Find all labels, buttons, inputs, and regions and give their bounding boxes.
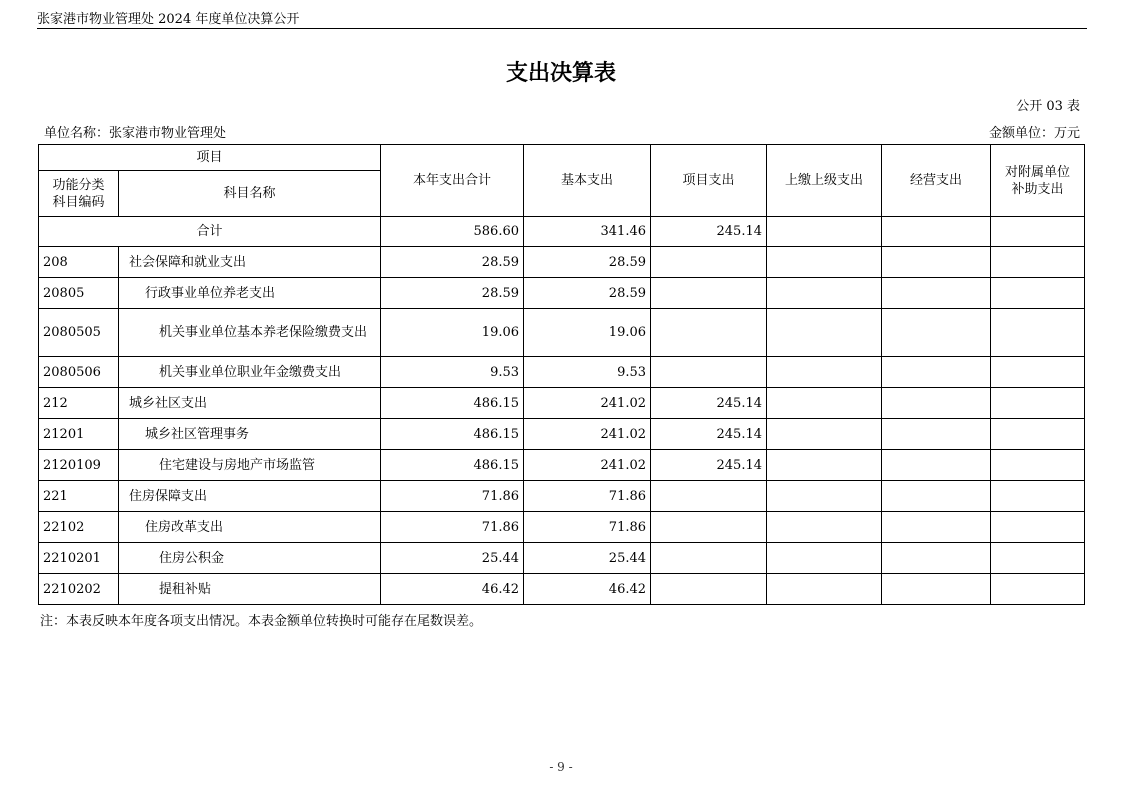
amount-business <box>882 247 991 278</box>
amount-upper <box>767 309 882 357</box>
amount-upper <box>767 357 882 388</box>
amount-project <box>651 278 767 309</box>
amount-business <box>882 574 991 605</box>
total-project: 245.14 <box>651 217 767 247</box>
table-row <box>39 419 1085 450</box>
subject-name: 机关事业单位基本养老保险缴费支出 <box>119 309 381 357</box>
header-project-expense: 项目支出 <box>651 145 767 217</box>
header-project: 项目 <box>39 145 381 171</box>
amount-upper <box>767 388 882 419</box>
table-row <box>39 357 1085 388</box>
header-code: 功能分类 科目编码 <box>39 171 119 217</box>
amount-subsidy <box>991 450 1085 481</box>
amount-project <box>651 481 767 512</box>
table-row <box>39 543 1085 574</box>
total-business <box>882 217 991 247</box>
amount-total: 9.53 <box>381 357 524 388</box>
unit-name: 单位名称：张家港市物业管理处 <box>44 126 227 141</box>
subject-code: 22102 <box>39 512 119 543</box>
subject-code: 2210202 <box>39 574 119 605</box>
amount-total: 486.15 <box>381 388 524 419</box>
page-title: 支出决算表 <box>505 61 616 86</box>
table-row <box>39 512 1085 543</box>
amount-subsidy <box>991 357 1085 388</box>
amount-business <box>882 450 991 481</box>
table-note: 注：本表反映本年度各项支出情况。本表金额单位转换时可能存在尾数误差。 <box>40 614 483 629</box>
total-row <box>39 217 1085 247</box>
amount-upper <box>767 512 882 543</box>
amount-business <box>882 388 991 419</box>
amount-subsidy <box>991 512 1085 543</box>
amount-total: 19.06 <box>381 309 524 357</box>
amount-total: 71.86 <box>381 512 524 543</box>
amount-project <box>651 574 767 605</box>
subject-code: 2210201 <box>39 543 119 574</box>
amount-upper <box>767 247 882 278</box>
amount-project <box>651 247 767 278</box>
amount-basic: 28.59 <box>524 247 651 278</box>
amount-business <box>882 481 991 512</box>
table-row <box>39 247 1085 278</box>
amount-total: 25.44 <box>381 543 524 574</box>
amount-basic: 71.86 <box>524 512 651 543</box>
amount-basic: 241.02 <box>524 388 651 419</box>
subject-code: 2080505 <box>39 309 119 357</box>
table-row <box>39 278 1085 309</box>
document-header: 张家港市物业管理处 2024 年度单位决算公开 <box>37 12 300 27</box>
header-row-1 <box>39 145 1085 171</box>
amount-basic: 241.02 <box>524 450 651 481</box>
amount-business <box>882 512 991 543</box>
amount-upper <box>767 450 882 481</box>
amount-subsidy <box>991 543 1085 574</box>
subject-code: 2120109 <box>39 450 119 481</box>
amount-business <box>882 278 991 309</box>
amount-upper <box>767 574 882 605</box>
amount-subsidy <box>991 278 1085 309</box>
subject-name: 住房改革支出 <box>119 512 381 543</box>
amount-basic: 9.53 <box>524 357 651 388</box>
amount-project <box>651 543 767 574</box>
table-row <box>39 574 1085 605</box>
amount-project <box>651 512 767 543</box>
header-basic: 基本支出 <box>524 145 651 217</box>
subject-name: 提租补贴 <box>119 574 381 605</box>
subject-name: 住房公积金 <box>119 543 381 574</box>
amount-subsidy <box>991 481 1085 512</box>
amount-project <box>651 309 767 357</box>
amount-subsidy <box>991 247 1085 278</box>
subject-name: 行政事业单位养老支出 <box>119 278 381 309</box>
amount-basic: 241.02 <box>524 419 651 450</box>
subject-code: 212 <box>39 388 119 419</box>
amount-total: 71.86 <box>381 481 524 512</box>
subject-code: 221 <box>39 481 119 512</box>
header-rule <box>37 28 1087 29</box>
subject-code: 21201 <box>39 419 119 450</box>
total-upper <box>767 217 882 247</box>
total-basic: 341.46 <box>524 217 651 247</box>
table-number: 公开 03 表 <box>1016 99 1080 114</box>
table-row <box>39 388 1085 419</box>
total-label: 合计 <box>39 217 381 247</box>
amount-subsidy <box>991 574 1085 605</box>
header-total: 本年支出合计 <box>381 145 524 217</box>
table-row <box>39 309 1085 357</box>
total-subsidy <box>991 217 1085 247</box>
amount-basic: 19.06 <box>524 309 651 357</box>
subject-name: 住宅建设与房地产市场监管 <box>119 450 381 481</box>
subject-name: 社会保障和就业支出 <box>119 247 381 278</box>
amount-basic: 28.59 <box>524 278 651 309</box>
amount-total: 28.59 <box>381 278 524 309</box>
amount-total: 486.15 <box>381 450 524 481</box>
subject-code: 2080506 <box>39 357 119 388</box>
amount-basic: 46.42 <box>524 574 651 605</box>
amount-business <box>882 357 991 388</box>
expenditure-table <box>38 144 1085 605</box>
amount-upper <box>767 481 882 512</box>
subject-name: 机关事业单位职业年金缴费支出 <box>119 357 381 388</box>
amount-business <box>882 419 991 450</box>
subject-name: 城乡社区支出 <box>119 388 381 419</box>
amount-project: 245.14 <box>651 419 767 450</box>
amount-total: 28.59 <box>381 247 524 278</box>
amount-project: 245.14 <box>651 450 767 481</box>
amount-total: 486.15 <box>381 419 524 450</box>
amount-basic: 71.86 <box>524 481 651 512</box>
subject-name: 城乡社区管理事务 <box>119 419 381 450</box>
amount-business <box>882 543 991 574</box>
amount-subsidy <box>991 419 1085 450</box>
header-subject: 科目名称 <box>119 171 381 217</box>
header-upper: 上缴上级支出 <box>767 145 882 217</box>
header-subsidy: 对附属单位 补助支出 <box>991 145 1085 217</box>
subject-code: 208 <box>39 247 119 278</box>
header-business: 经营支出 <box>882 145 991 217</box>
page-number: - 9 - <box>549 760 573 774</box>
amount-basic: 25.44 <box>524 543 651 574</box>
amount-project <box>651 357 767 388</box>
amount-upper <box>767 419 882 450</box>
amount-total: 46.42 <box>381 574 524 605</box>
table-row <box>39 450 1085 481</box>
amount-upper <box>767 543 882 574</box>
table-row <box>39 481 1085 512</box>
amount-business <box>882 309 991 357</box>
subject-name: 住房保障支出 <box>119 481 381 512</box>
subject-code: 20805 <box>39 278 119 309</box>
amount-unit: 金额单位：万元 <box>988 126 1080 141</box>
amount-project: 245.14 <box>651 388 767 419</box>
amount-upper <box>767 278 882 309</box>
amount-subsidy <box>991 309 1085 357</box>
amount-subsidy <box>991 388 1085 419</box>
total-total: 586.60 <box>381 217 524 247</box>
